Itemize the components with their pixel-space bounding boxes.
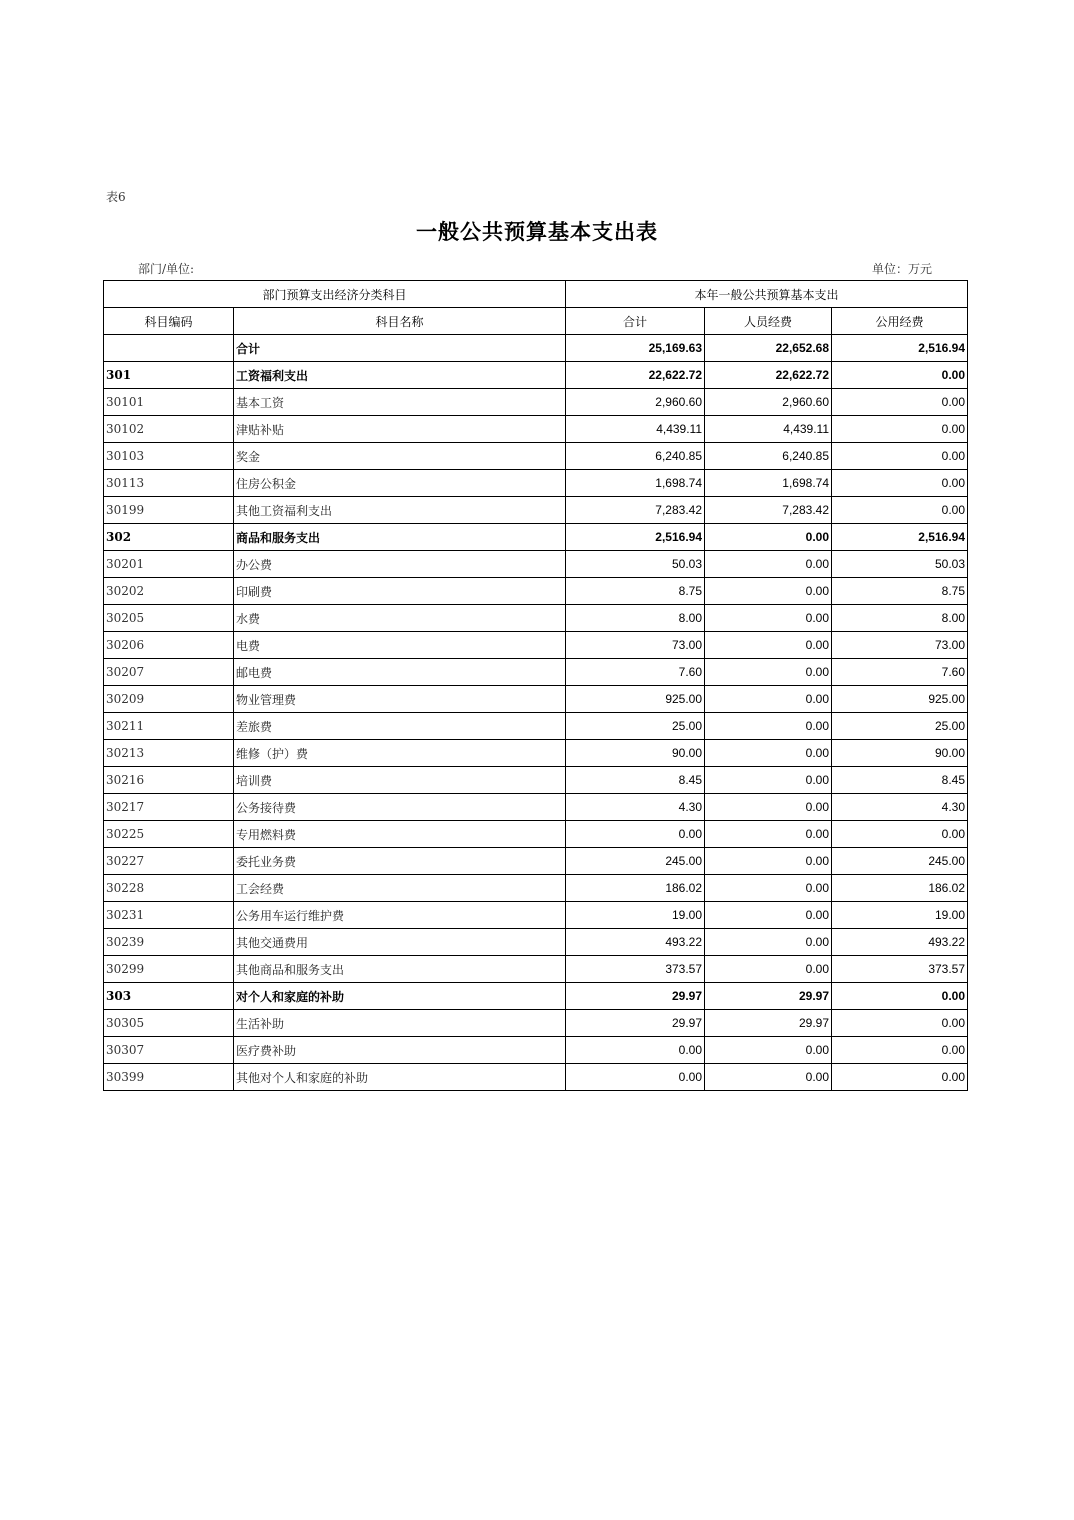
row-name: 邮电费	[234, 659, 566, 686]
row-name: 其他对个人和家庭的补助	[234, 1064, 566, 1091]
table-row	[104, 875, 968, 902]
table-row	[104, 551, 968, 578]
row-public: 245.00	[832, 848, 968, 875]
row-public: 925.00	[832, 686, 968, 713]
row-name: 工会经费	[234, 875, 566, 902]
row-name: 对个人和家庭的补助	[234, 983, 566, 1010]
row-public: 0.00	[832, 362, 968, 389]
row-code: 30399	[104, 1064, 234, 1091]
row-name: 电费	[234, 632, 566, 659]
row-code: 30299	[104, 956, 234, 983]
row-public: 0.00	[832, 443, 968, 470]
row-public: 8.75	[832, 578, 968, 605]
header-public: 公用经费	[832, 308, 968, 335]
header-name: 科目名称	[234, 308, 566, 335]
table-row	[104, 713, 968, 740]
row-total: 2,516.94	[566, 524, 705, 551]
row-public: 90.00	[832, 740, 968, 767]
table-row	[104, 470, 968, 497]
row-personnel: 0.00	[705, 713, 832, 740]
row-personnel: 0.00	[705, 659, 832, 686]
table-column-header-row	[104, 308, 968, 335]
row-name: 奖金	[234, 443, 566, 470]
table-row	[104, 956, 968, 983]
row-personnel: 0.00	[705, 551, 832, 578]
row-total: 0.00	[566, 1037, 705, 1064]
table-row	[104, 578, 968, 605]
row-public: 0.00	[832, 821, 968, 848]
row-total: 245.00	[566, 848, 705, 875]
row-code: 30227	[104, 848, 234, 875]
row-code: 30213	[104, 740, 234, 767]
page-title: 一般公共预算基本支出表	[416, 219, 658, 244]
row-total: 7,283.42	[566, 497, 705, 524]
row-code: 30305	[104, 1010, 234, 1037]
row-total: 6,240.85	[566, 443, 705, 470]
table-row	[104, 443, 968, 470]
row-personnel: 2,960.60	[705, 389, 832, 416]
row-name: 其他商品和服务支出	[234, 956, 566, 983]
row-code: 30231	[104, 902, 234, 929]
row-name: 印刷费	[234, 578, 566, 605]
row-total: 8.00	[566, 605, 705, 632]
row-personnel: 0.00	[705, 686, 832, 713]
row-name: 委托业务费	[234, 848, 566, 875]
row-public: 0.00	[832, 1064, 968, 1091]
row-code: 30207	[104, 659, 234, 686]
row-name: 津贴补贴	[234, 416, 566, 443]
row-name: 专用燃料费	[234, 821, 566, 848]
row-personnel: 7,283.42	[705, 497, 832, 524]
row-public: 373.57	[832, 956, 968, 983]
row-code: 301	[104, 362, 234, 389]
row-code: 30228	[104, 875, 234, 902]
row-total: 29.97	[566, 983, 705, 1010]
row-total: 25,169.63	[566, 335, 705, 362]
row-code: 30103	[104, 443, 234, 470]
table-row	[104, 983, 968, 1010]
row-personnel: 0.00	[705, 578, 832, 605]
row-code: 30102	[104, 416, 234, 443]
row-name: 住房公积金	[234, 470, 566, 497]
table-group-header-row	[104, 281, 968, 308]
table-row	[104, 929, 968, 956]
table-row	[104, 740, 968, 767]
row-name: 生活补助	[234, 1010, 566, 1037]
row-personnel: 0.00	[705, 632, 832, 659]
row-name: 培训费	[234, 767, 566, 794]
row-total: 925.00	[566, 686, 705, 713]
row-code: 30205	[104, 605, 234, 632]
department-label: 部门/单位:	[138, 262, 195, 276]
header-economic-classification: 部门预算支出经济分类科目	[104, 281, 566, 308]
row-code: 302	[104, 524, 234, 551]
row-public: 2,516.94	[832, 335, 968, 362]
table-row	[104, 902, 968, 929]
row-total: 2,960.60	[566, 389, 705, 416]
header-total: 合计	[566, 308, 705, 335]
row-personnel: 6,240.85	[705, 443, 832, 470]
row-personnel: 29.97	[705, 983, 832, 1010]
row-personnel: 0.00	[705, 956, 832, 983]
row-code: 30239	[104, 929, 234, 956]
row-public: 2,516.94	[832, 524, 968, 551]
table-row	[104, 389, 968, 416]
row-personnel: 29.97	[705, 1010, 832, 1037]
row-public: 0.00	[832, 1037, 968, 1064]
row-code: 30307	[104, 1037, 234, 1064]
table-row	[104, 848, 968, 875]
row-public: 8.45	[832, 767, 968, 794]
row-total: 1,698.74	[566, 470, 705, 497]
row-total: 8.75	[566, 578, 705, 605]
table-row	[104, 335, 968, 362]
row-public: 8.00	[832, 605, 968, 632]
row-personnel: 0.00	[705, 875, 832, 902]
row-personnel: 1,698.74	[705, 470, 832, 497]
row-total: 73.00	[566, 632, 705, 659]
row-total: 7.60	[566, 659, 705, 686]
table-row	[104, 767, 968, 794]
row-total: 19.00	[566, 902, 705, 929]
table-row	[104, 497, 968, 524]
row-personnel: 0.00	[705, 848, 832, 875]
row-name: 其他工资福利支出	[234, 497, 566, 524]
header-code: 科目编码	[104, 308, 234, 335]
table-row	[104, 416, 968, 443]
unit-label: 单位：万元	[872, 262, 933, 276]
row-total: 8.45	[566, 767, 705, 794]
table-row	[104, 794, 968, 821]
row-public: 493.22	[832, 929, 968, 956]
row-personnel: 0.00	[705, 767, 832, 794]
table-row	[104, 632, 968, 659]
row-code: 30225	[104, 821, 234, 848]
row-code	[104, 335, 234, 362]
row-personnel: 0.00	[705, 524, 832, 551]
table-row	[104, 362, 968, 389]
row-total: 4,439.11	[566, 416, 705, 443]
row-personnel: 0.00	[705, 1064, 832, 1091]
row-code: 30101	[104, 389, 234, 416]
row-total: 90.00	[566, 740, 705, 767]
row-name: 工资福利支出	[234, 362, 566, 389]
row-personnel: 0.00	[705, 605, 832, 632]
table-row	[104, 1010, 968, 1037]
row-total: 373.57	[566, 956, 705, 983]
row-name: 公务接待费	[234, 794, 566, 821]
row-code: 30206	[104, 632, 234, 659]
table-row	[104, 1064, 968, 1091]
table-row	[104, 659, 968, 686]
row-personnel: 22,622.72	[705, 362, 832, 389]
header-basic-expenditure: 本年一般公共预算基本支出	[566, 281, 968, 308]
row-total: 50.03	[566, 551, 705, 578]
row-name: 医疗费补助	[234, 1037, 566, 1064]
row-name: 合计	[234, 335, 566, 362]
row-total: 0.00	[566, 821, 705, 848]
row-personnel: 0.00	[705, 794, 832, 821]
row-public: 7.60	[832, 659, 968, 686]
row-total: 22,622.72	[566, 362, 705, 389]
row-public: 0.00	[832, 1010, 968, 1037]
row-personnel: 0.00	[705, 740, 832, 767]
row-public: 0.00	[832, 389, 968, 416]
row-public: 186.02	[832, 875, 968, 902]
row-code: 30201	[104, 551, 234, 578]
table-row	[104, 686, 968, 713]
row-total: 4.30	[566, 794, 705, 821]
row-personnel: 0.00	[705, 821, 832, 848]
table-row	[104, 1037, 968, 1064]
row-public: 25.00	[832, 713, 968, 740]
row-public: 0.00	[832, 983, 968, 1010]
row-code: 30211	[104, 713, 234, 740]
row-public: 19.00	[832, 902, 968, 929]
row-public: 0.00	[832, 470, 968, 497]
row-personnel: 4,439.11	[705, 416, 832, 443]
row-personnel: 0.00	[705, 902, 832, 929]
row-name: 公务用车运行维护费	[234, 902, 566, 929]
row-name: 水费	[234, 605, 566, 632]
row-code: 30202	[104, 578, 234, 605]
row-code: 303	[104, 983, 234, 1010]
table-row	[104, 524, 968, 551]
row-name: 办公费	[234, 551, 566, 578]
row-name: 维修（护）费	[234, 740, 566, 767]
row-name: 商品和服务支出	[234, 524, 566, 551]
row-code: 30216	[104, 767, 234, 794]
row-name: 其他交通费用	[234, 929, 566, 956]
row-total: 0.00	[566, 1064, 705, 1091]
row-public: 73.00	[832, 632, 968, 659]
row-public: 0.00	[832, 416, 968, 443]
row-name: 差旅费	[234, 713, 566, 740]
row-code: 30209	[104, 686, 234, 713]
row-total: 25.00	[566, 713, 705, 740]
budget-table	[103, 280, 968, 1091]
row-name: 基本工资	[234, 389, 566, 416]
row-personnel: 0.00	[705, 929, 832, 956]
row-code: 30217	[104, 794, 234, 821]
table-number-label: 表6	[106, 190, 126, 204]
row-public: 50.03	[832, 551, 968, 578]
row-public: 4.30	[832, 794, 968, 821]
row-personnel: 22,652.68	[705, 335, 832, 362]
table-row	[104, 821, 968, 848]
row-total: 186.02	[566, 875, 705, 902]
row-total: 29.97	[566, 1010, 705, 1037]
table-row	[104, 605, 968, 632]
row-code: 30199	[104, 497, 234, 524]
row-public: 0.00	[832, 497, 968, 524]
row-name: 物业管理费	[234, 686, 566, 713]
row-total: 493.22	[566, 929, 705, 956]
header-personnel: 人员经费	[705, 308, 832, 335]
row-code: 30113	[104, 470, 234, 497]
row-personnel: 0.00	[705, 1037, 832, 1064]
